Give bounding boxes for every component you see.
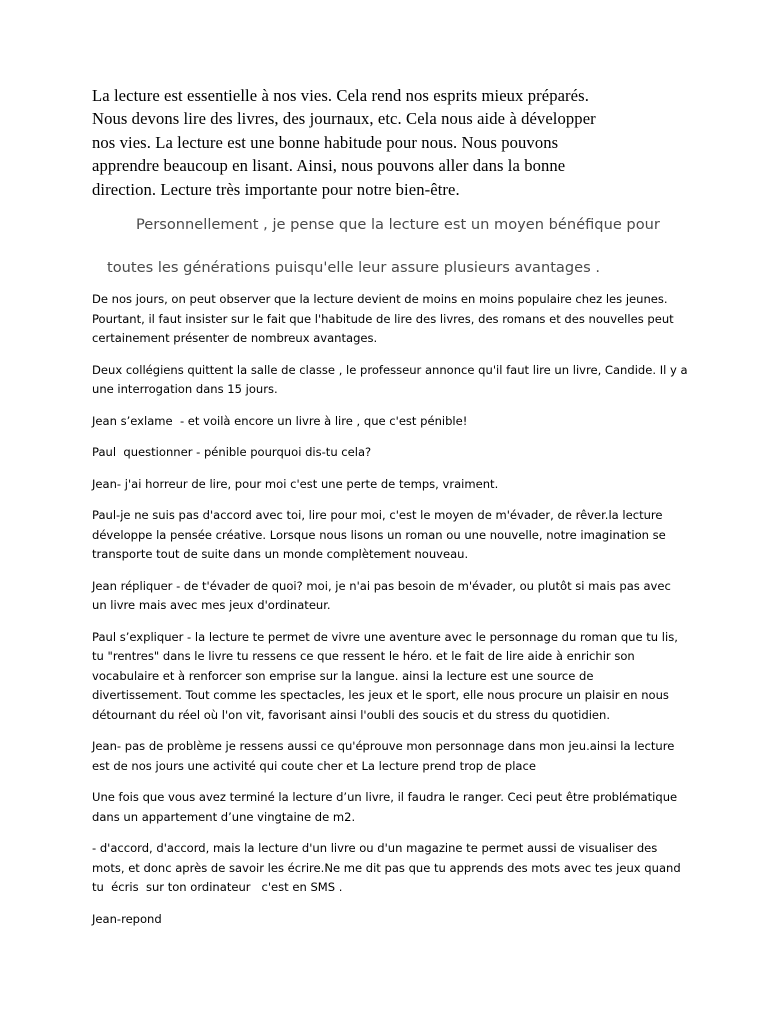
- body-line: Jean- j'ai horreur de lire, pour moi c'est une perte de temps, vraiment.: [92, 476, 499, 491]
- body-line: détournant du réel où l'on vit, favorisant ainsi l'oubli des soucis et du stress du quotidien.: [92, 707, 610, 722]
- body-line: Jean s’exlame - et voilà encore un livre à lire , que c'est pénible!: [92, 413, 468, 428]
- body-line: mots, et donc après de savoir les écrire.Ne me dit pas que tu apprends des mots avec tes jeux quand: [92, 860, 681, 875]
- body-paragraph: [92, 737, 692, 776]
- body-line: développe la pensée créative. Lorsque nous lisons un roman ou une nouvelle, notre imagination se: [92, 527, 666, 542]
- body-paragraph: [92, 475, 692, 495]
- body-line: Paul-je ne suis pas d'accord avec toi, lire pour moi, c'est le moyen de m'évader, de rêver.la lecture: [92, 508, 663, 522]
- body-line: De nos jours, on peut observer que la lecture devient de moins en moins populaire chez les jeunes.: [92, 292, 668, 306]
- body-paragraph: [92, 577, 692, 616]
- body-line: Jean- pas de problème je ressens aussi ce qu'éprouve mon personnage dans mon jeu.ainsi la lecture: [92, 739, 675, 753]
- intro-line: apprendre beaucoup en lisant. Ainsi, nous pouvons aller dans la bonne: [92, 156, 566, 176]
- body-line: une interrogation dans 15 jours.: [92, 382, 278, 396]
- body-line: Une fois que vous avez terminé la lecture d’un livre, il faudra le ranger. Ceci peut être problématique: [92, 790, 678, 804]
- body-line: tu écris sur ton ordinateur c'est en SMS .: [92, 880, 343, 894]
- body-line: Pourtant, il faut insister sur le fait que l'habitude de lire des livres, des romans et des nouvelles peut: [92, 311, 674, 326]
- body-paragraph: [92, 788, 692, 827]
- quote-line-1: Personnellement , je pense que la lecture est un moyen bénéfique pour: [136, 216, 660, 233]
- body-paragraph: [92, 290, 692, 349]
- body-paragraph: [92, 443, 692, 463]
- body-line: un livre mais avec mes jeux d'ordinateur.: [92, 598, 331, 612]
- body-line: divertissement. Tout comme les spectacles, les jeux et le sport, elle nous procure un plaisir en nous: [92, 688, 669, 702]
- body-line: dans un appartement d’une vingtaine de m2.: [92, 809, 356, 824]
- intro-line: nos vies. La lecture est une bonne habitude pour nous. Nous pouvons: [92, 132, 559, 152]
- intro-line: direction. Lecture très importante pour notre bien-être.: [92, 179, 460, 199]
- body-paragraph: [92, 628, 692, 726]
- intro-line: La lecture est essentielle à nos vies. Cela rend nos esprits mieux préparés.: [92, 86, 589, 105]
- body-line: - d'accord, d'accord, mais la lecture d'un livre ou d'un magazine te permet aussi de visualiser des: [92, 841, 658, 855]
- body-line: Paul s’expliquer - la lecture te permet de vivre une aventure avec le personnage du roman que tu lis,: [92, 629, 678, 644]
- body-line: Jean-repond: [92, 911, 162, 926]
- body-line: certainement présenter de nombreux avantages.: [92, 331, 378, 345]
- body-line: tu "rentres" dans le livre tu ressens ce que ressent le héro. et le fait de lire aide à enrichir son: [92, 649, 635, 663]
- body-line: vocabulaire et à renforcer son emprise sur la langue. ainsi la lecture est une source de: [92, 668, 594, 683]
- body-line: est de nos jours une activité qui coute cher et La lecture prend trop de place: [92, 758, 536, 773]
- body-paragraph: [92, 412, 692, 432]
- intro-paragraph: [92, 84, 692, 201]
- quote-line-2: toutes les générations puisqu'elle leur assure plusieurs avantages .: [107, 259, 601, 276]
- body-paragraph: [92, 506, 692, 565]
- body-paragraph: [92, 839, 692, 898]
- body-line: Deux collégiens quittent la salle de classe , le professeur annonce qu'il faut lire un livre, Candide. Il y a: [92, 362, 688, 377]
- body-paragraph: [92, 910, 692, 930]
- body-line: Jean répliquer - de t'évader de quoi? moi, je n'ai pas besoin de m'évader, ou plutôt si mais pas avec: [92, 578, 671, 593]
- intro-line: Nous devons lire des livres, des journaux, etc. Cela nous aide à développer: [92, 109, 596, 129]
- body-text: [92, 290, 692, 941]
- body-line: transporte tout de suite dans un monde complètement nouveau.: [92, 547, 469, 561]
- body-line: Paul questionner - pénible pourquoi dis-tu cela?: [92, 445, 372, 459]
- body-paragraph: [92, 361, 692, 400]
